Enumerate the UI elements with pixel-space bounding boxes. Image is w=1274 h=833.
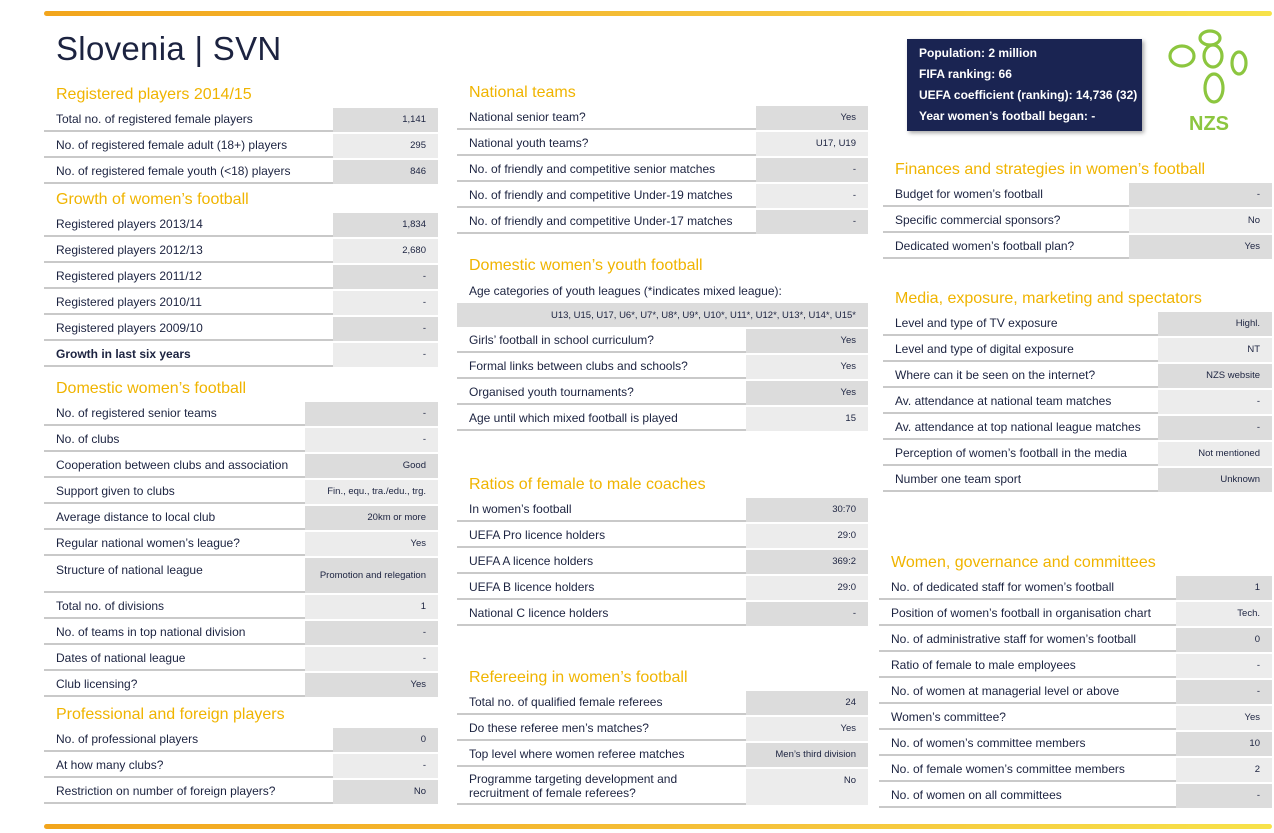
row-value: No [1129,209,1272,233]
row-value: 2,680 [333,239,438,263]
table-row [457,498,868,522]
row-label: Cooperation between clubs and association [44,454,305,478]
row-label: Dates of national league [44,647,305,671]
row-label: No. of women’s committee members [879,732,1176,756]
table-row [457,381,868,405]
section-finances [883,157,1272,259]
row-label: UEFA Pro licence holders [457,524,746,548]
section-title: Finances and strategies in women’s football [895,161,1206,178]
row-value: Yes [1176,706,1272,730]
table-row [457,106,868,130]
row-label: UEFA A licence holders [457,550,746,574]
row-label: Registered players 2011/12 [44,265,333,289]
table-row [44,213,438,237]
row-value: Yes [305,532,438,556]
row-value: - [305,402,438,426]
table-row [44,291,438,315]
table-row [883,338,1272,362]
table-row [883,416,1272,440]
table [457,691,868,805]
row-label: No. of professional players [44,728,333,752]
row-value: Yes [1129,235,1272,259]
row-label: Programme targeting development and recruitment of female referees? [457,769,746,805]
table [879,576,1272,808]
table [457,106,868,234]
row-label: Registered players 2013/14 [44,213,333,237]
table-row [457,602,868,626]
table-row [457,550,868,574]
table [44,213,438,367]
row-value: No [333,780,438,804]
section-registered-players [44,82,438,184]
table-row [44,558,438,593]
table-row [457,407,868,431]
bottom-accent-bar [44,824,1272,829]
section-domestic [44,376,438,697]
section-title: Registered players 2014/15 [56,86,252,103]
row-value: 30:70 [746,498,868,522]
row-value: Unknown [1158,468,1272,492]
row-value: - [1129,183,1272,207]
row-value: Highl. [1158,312,1272,336]
row-value: 0 [1176,628,1272,652]
table-row [879,602,1272,626]
row-value: Good [305,454,438,478]
section-title: Refereeing in women’s football [469,669,688,686]
section-title: Domestic women’s youth football [469,257,703,274]
row-label: No. of registered female adult (18+) players [44,134,333,158]
row-label: No. of clubs [44,428,305,452]
row-label: No. of women at managerial level or above [879,680,1176,704]
row-value: - [305,647,438,671]
row-value: - [333,343,438,367]
row-label: At how many clubs? [44,754,333,778]
row-label: Regular national women’s league? [44,532,305,556]
row-value: 20km or more [305,506,438,530]
row-value: - [756,158,868,182]
page-title: Slovenia | SVN [56,30,282,67]
table-row [879,628,1272,652]
row-label: Level and type of TV exposure [883,312,1158,336]
row-value: - [756,210,868,234]
row-label: No. of registered senior teams [44,402,305,426]
row-label: Av. attendance at national team matches [883,390,1158,414]
row-label: Girls’ football in school curriculum? [457,329,746,353]
table-row [879,758,1272,782]
section-national-teams [457,80,868,234]
row-label: Registered players 2012/13 [44,239,333,263]
table-row [44,532,438,556]
table-row [457,576,868,600]
row-value: Promotion and relegation [305,558,438,593]
row-value: 1 [1176,576,1272,600]
row-label: Support given to clubs [44,480,305,504]
table [883,312,1272,492]
table-row [457,158,868,182]
row-label: No. of registered female youth (<18) players [44,160,333,184]
table-row [883,235,1272,259]
row-value: - [1158,416,1272,440]
section-professional [44,702,438,804]
row-value: - [305,428,438,452]
row-label: Age until which mixed football is played [457,407,746,431]
row-label: Number one team sport [883,468,1158,492]
row-value: NZS website [1158,364,1272,388]
row-value: Yes [746,381,868,405]
section-refereeing [457,665,868,805]
row-value: - [333,317,438,341]
row-value: 29:0 [746,524,868,548]
table-row [44,780,438,804]
table-row [457,210,868,234]
table-row [44,647,438,671]
table-row [457,691,868,715]
table [44,728,438,804]
section-coaches [457,472,868,626]
table-row [457,524,868,548]
row-value: - [1176,654,1272,678]
table-row [879,576,1272,600]
table-row [457,355,868,379]
row-label: Structure of national league [44,558,305,593]
row-value: 1,141 [333,108,438,132]
table-row [883,390,1272,414]
table-row [44,160,438,184]
year-began-text: Year women’s football began: - [919,109,1096,123]
table-row [44,754,438,778]
row-label: Top level where women referee matches [457,743,746,767]
section-title: Domestic women’s football [56,380,247,397]
row-label: Club licensing? [44,673,305,697]
section-title: Ratios of female to male coaches [469,476,706,493]
section-title: Women, governance and committees [891,554,1156,571]
row-value: Tech. [1176,602,1272,626]
section-governance [879,550,1272,808]
row-label: Budget for women’s football [883,183,1129,207]
row-label: No. of women on all committees [879,784,1176,808]
row-value: Yes [746,355,868,379]
row-value: 1,834 [333,213,438,237]
row-value: No [746,769,868,805]
row-value: Not mentioned [1158,442,1272,466]
table-row [883,442,1272,466]
table-row [879,706,1272,730]
row-value: - [756,184,868,208]
fifa-ranking-text: FIFA ranking: 66 [919,67,1012,81]
row-value: 10 [1176,732,1272,756]
table [457,329,868,431]
row-value: 369:2 [746,550,868,574]
row-value: 846 [333,160,438,184]
table-row [457,717,868,741]
row-value: Yes [756,106,868,130]
row-label: Do these referee men’s matches? [457,717,746,741]
row-value: Fin., equ., tra./edu., trg. [305,480,438,504]
table-row [44,506,438,530]
section-youth [457,253,868,431]
row-value: - [333,754,438,778]
row-value: 24 [746,691,868,715]
row-label: Registered players 2010/11 [44,291,333,315]
row-label: Total no. of qualified female referees [457,691,746,715]
row-value: - [1176,784,1272,808]
table [457,498,868,626]
table-row [44,343,438,367]
row-label: Perception of women’s football in the media [883,442,1158,466]
row-label: Dedicated women’s football plan? [883,235,1129,259]
section-title: National teams [469,84,576,101]
uefa-coefficient-text: UEFA coefficient (ranking): 14,736 (32) [919,88,1138,102]
row-label: Registered players 2009/10 [44,317,333,341]
row-value: 295 [333,134,438,158]
row-value: 0 [333,728,438,752]
table-row [44,454,438,478]
nzs-logo-rings-icon [1164,28,1254,133]
table-row [44,480,438,504]
row-label: Ratio of female to male employees [879,654,1176,678]
row-value: Yes [305,673,438,697]
table [883,183,1272,259]
row-label: National youth teams? [457,132,756,156]
age-categories-value: U13, U15, U17, U6*, U7*, U8*, U9*, U10*, U11*, U12*, U13*, U14*, U15* [457,303,868,327]
table-row [457,329,868,353]
table-row [879,732,1272,756]
table-row [44,428,438,452]
population-text: Population: 2 million [919,46,1037,60]
table-row [44,673,438,697]
top-accent-bar [44,11,1272,16]
table-row [44,108,438,132]
table-row [44,317,438,341]
table-row [457,769,868,805]
row-value: U17, U19 [756,132,868,156]
section-title: Media, exposure, marketing and spectators [895,290,1202,307]
row-value: - [1158,390,1272,414]
row-value: Yes [746,717,868,741]
table-row [879,654,1272,678]
table-row [457,184,868,208]
row-value: - [1176,680,1272,704]
table-row [44,595,438,619]
row-value: 1 [305,595,438,619]
row-label: UEFA B licence holders [457,576,746,600]
row-label: No. of friendly and competitive Under-19 matches [457,184,756,208]
row-value: 29:0 [746,576,868,600]
row-value: 2 [1176,758,1272,782]
row-value: - [305,621,438,645]
table-row [883,468,1272,492]
row-label: Total no. of divisions [44,595,305,619]
row-label: No. of teams in top national division [44,621,305,645]
table-row [44,728,438,752]
row-label: Growth in last six years [44,343,333,367]
row-label: Av. attendance at top national league matches [883,416,1158,440]
row-label: National senior team? [457,106,756,130]
row-value: Yes [746,329,868,353]
row-value: NT [1158,338,1272,362]
row-label: No. of administrative staff for women’s football [879,628,1176,652]
row-label: No. of dedicated staff for women’s football [879,576,1176,600]
row-label: Total no. of registered female players [44,108,333,132]
table-row [883,183,1272,207]
row-label: Specific commercial sponsors? [883,209,1129,233]
table-row [44,134,438,158]
section-title: Professional and foreign players [56,706,285,723]
row-label: Average distance to local club [44,506,305,530]
country-info-box [907,39,1142,131]
age-categories-label: Age categories of youth leagues (*indicates mixed league): [469,284,782,298]
table-row [44,402,438,426]
table-row [879,680,1272,704]
table-row [457,132,868,156]
row-label: No. of friendly and competitive senior matches [457,158,756,182]
logo-text: NZS [1189,113,1229,133]
row-label: Level and type of digital exposure [883,338,1158,362]
row-label: Restriction on number of foreign players? [44,780,333,804]
section-growth [44,187,438,367]
table-row [457,743,868,767]
row-value: - [333,291,438,315]
row-label: No. of friendly and competitive Under-17 matches [457,210,756,234]
row-value: Men’s third division [746,743,868,767]
row-label: In women’s football [457,498,746,522]
table-row [883,312,1272,336]
row-label: Formal links between clubs and schools? [457,355,746,379]
row-value: - [746,602,868,626]
row-label: Organised youth tournaments? [457,381,746,405]
nzs-logo [1164,28,1254,133]
table-row [44,239,438,263]
row-value: 15 [746,407,868,431]
row-label: National C licence holders [457,602,746,626]
row-value: - [333,265,438,289]
section-media [883,286,1272,492]
table [44,402,438,697]
table-row [883,209,1272,233]
row-label: Position of women’s football in organisation chart [879,602,1176,626]
row-label: Where can it be seen on the internet? [883,364,1158,388]
table [44,108,438,184]
section-title: Growth of women’s football [56,191,249,208]
row-label: Women’s committee? [879,706,1176,730]
table-row [44,265,438,289]
table-row [879,784,1272,808]
table-row [883,364,1272,388]
row-label: No. of female women’s committee members [879,758,1176,782]
table-row [44,621,438,645]
